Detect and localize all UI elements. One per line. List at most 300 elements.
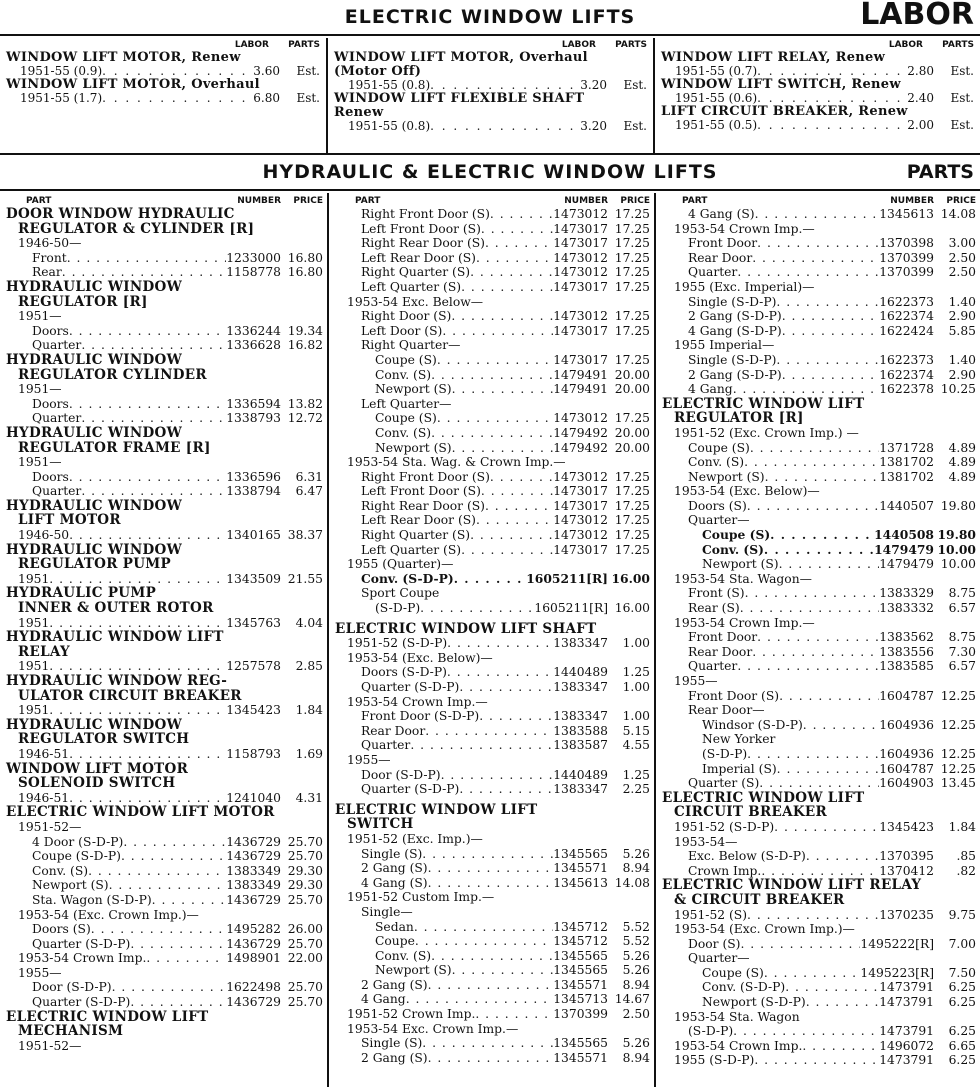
part-row [4, 951, 323, 966]
part-price: 25.70 [287, 849, 323, 864]
part-label: Rear (S) [688, 601, 740, 616]
part-label: Newport (S) [375, 382, 452, 397]
part-price: 6.65 [948, 1038, 976, 1053]
part-row [4, 864, 323, 879]
leader-dots [428, 978, 554, 993]
part-number: 1495282 [226, 922, 281, 937]
part-label: Coupe (S) [688, 440, 750, 455]
part-price: 1.40 [948, 294, 976, 309]
part-row [333, 949, 650, 964]
page-title: ELECTRIC WINDOW LIFTS [344, 6, 636, 28]
part-number: 1383347 [553, 782, 608, 797]
part-price: 20.00 [614, 367, 650, 382]
part-row [660, 382, 976, 397]
part-label: Doors [32, 396, 69, 411]
part-row [333, 353, 650, 368]
part-price: 19.34 [287, 323, 323, 338]
part-price: 22.00 [287, 951, 323, 966]
part-row [660, 995, 976, 1010]
part-row [333, 484, 650, 499]
part-row [660, 222, 976, 237]
part-label: Front Door [688, 236, 758, 251]
leader-dots [752, 251, 879, 266]
part-label: Coupe [375, 934, 415, 949]
part-number: 1604936 [879, 746, 934, 761]
labor-years: 1951-55 (0.9) [20, 64, 103, 78]
part-row [333, 236, 650, 251]
leader-dots [476, 513, 553, 528]
part-number: 1345423 [226, 703, 281, 718]
leader-dots [750, 441, 879, 456]
part-price: .82 [956, 863, 976, 878]
leader-dots [422, 1036, 553, 1051]
part-label: Quarter [32, 338, 82, 353]
part-price: 17.25 [614, 528, 650, 543]
part-label: Conv. (S-D-P) [361, 570, 454, 586]
part-row [4, 980, 323, 995]
labor-column-header: LABOR PARTS [234, 40, 320, 50]
part-number: 1345565 [553, 963, 608, 978]
part-label: Coupe (S) [702, 527, 771, 543]
section-heading: LIFT MOTOR [18, 512, 121, 529]
part-label: Door (S) [688, 936, 741, 951]
part-row [4, 995, 323, 1010]
leader-dots [91, 922, 226, 937]
part-number: 1622498 [226, 980, 281, 995]
leader-dots [420, 601, 534, 616]
part-price: 2.50 [948, 250, 976, 265]
part-price: 2.85 [295, 659, 323, 674]
part-label: 1955 (Exc. Imperial)— [674, 279, 815, 294]
part-price: 38.37 [287, 528, 323, 543]
part-number: 1345613 [879, 207, 934, 221]
part-row [333, 207, 650, 222]
part-number: 1604936 [879, 717, 934, 732]
part-label: 1953-54 (Exc. Crown Imp.)— [674, 922, 855, 937]
part-label: Windsor (S-D-P) [702, 717, 803, 732]
part-number: 1370399 [879, 250, 934, 265]
leader-dots [69, 324, 226, 339]
part-number: 1257578 [226, 659, 281, 674]
part-number: 1473017 [553, 498, 608, 513]
part-row [660, 1024, 976, 1039]
estimate-label: Est. [623, 119, 647, 133]
part-header: PART [26, 196, 52, 206]
estimate-label: Est. [296, 91, 320, 105]
part-number: 1440489 [553, 665, 608, 680]
part-row [333, 978, 650, 993]
part-price: 16.80 [287, 250, 323, 265]
part-row [333, 455, 650, 470]
part-price: 8.94 [622, 861, 650, 876]
part-label: 1953-54 Sta. Wagon— [674, 571, 812, 586]
part-label: 1953-54 Crown Imp. [18, 951, 147, 966]
leader-dots [62, 265, 226, 280]
part-label: 1953-54 Crown Imp.— [347, 694, 488, 709]
part-label: Rear Door [688, 644, 753, 659]
labor-item-title: WINDOW LIFT MOTOR, Renew [6, 50, 241, 65]
part-row [4, 893, 323, 908]
leader-dots [112, 980, 227, 995]
part-label: Front Door (S) [688, 688, 780, 703]
part-price: 5.52 [622, 934, 650, 949]
part-label: Exc. Below (S-D-P) [688, 849, 806, 864]
part-price: 10.00 [937, 541, 976, 557]
part-price: 12.25 [940, 746, 976, 761]
section-heading: REGULATOR & CYLINDER [R] [18, 220, 255, 237]
part-label: Quarter (S-D-P) [32, 936, 131, 951]
part-number: 1383332 [879, 601, 934, 616]
part-row [4, 324, 323, 339]
part-number: 1479491 [553, 367, 608, 382]
part-price: 2.90 [948, 367, 976, 382]
part-price: 14.08 [940, 207, 976, 221]
part-price: 17.25 [614, 207, 650, 221]
parts-column [0, 193, 327, 1087]
labor-years: 1951-55 (1.7) [20, 91, 103, 105]
part-row [333, 368, 650, 383]
part-label: Imperial (S) [702, 761, 777, 776]
leader-dots [49, 572, 226, 587]
part-price: 17.25 [614, 542, 650, 557]
leader-dots [785, 980, 879, 995]
part-row [333, 1051, 650, 1066]
section-heading: SOLENOID SWITCH [18, 775, 176, 792]
leader-dots [410, 738, 553, 753]
part-label: Single (S) [361, 1036, 423, 1051]
part-number: 1440489 [553, 767, 608, 782]
part-label: Sedan [375, 919, 414, 934]
leader-dots [431, 949, 553, 964]
part-price: 1.25 [622, 665, 650, 680]
part-price: 1.84 [948, 819, 976, 834]
part-price: 7.30 [948, 644, 976, 659]
part-number: 1604787 [879, 761, 934, 776]
part-label: Right Front Door (S) [361, 469, 490, 484]
labor-item-line [334, 120, 647, 133]
part-price: 2.90 [948, 309, 976, 324]
part-price: 4.55 [622, 738, 650, 753]
part-label: Right Front Door (S) [361, 207, 490, 221]
part-label: 1946-50 [18, 528, 70, 543]
part-row [660, 951, 976, 966]
part-row [333, 338, 650, 353]
part-price: 5.52 [622, 919, 650, 934]
part-number: 1479492 [553, 425, 608, 440]
part-label: 1953-54 Exc. Below— [347, 294, 484, 309]
part-row [4, 820, 323, 835]
leader-dots [479, 709, 553, 724]
leader-dots [806, 995, 880, 1010]
part-row [333, 543, 650, 558]
part-number: 1495222[R] [860, 936, 934, 951]
part-number: 1473012 [553, 513, 608, 528]
leader-dots [406, 992, 554, 1007]
part-label: 2 Gang (S) [361, 977, 428, 992]
part-row [4, 470, 323, 485]
part-price: 6.25 [948, 1024, 976, 1039]
part-number: 1605211[R] [534, 601, 608, 616]
leader-dots [485, 236, 553, 251]
part-number: 1473012 [553, 265, 608, 280]
part-price: 5.26 [622, 948, 650, 963]
part-price: 4.89 [948, 469, 976, 484]
part-label: 1955— [674, 674, 718, 688]
part-row [660, 353, 976, 368]
part-label: 1953-54— [674, 834, 738, 849]
leader-dots [747, 908, 879, 923]
leader-dots [740, 601, 880, 616]
part-number: 1158778 [226, 265, 281, 280]
section-heading: HYDRAULIC WINDOW [6, 497, 183, 514]
part-row [660, 499, 976, 514]
part-row [333, 890, 650, 905]
part-row [660, 586, 976, 601]
part-header: PART [355, 196, 381, 206]
part-price: 13.82 [287, 396, 323, 411]
leader-dots [770, 528, 874, 543]
part-row [4, 747, 323, 762]
part-number: 1336628 [226, 338, 281, 353]
part-number: 1345712 [553, 934, 608, 949]
part-row [660, 864, 976, 879]
part-number: 1381702 [879, 455, 934, 470]
part-number: 1383588 [553, 723, 608, 738]
part-label: Rear Door [361, 723, 426, 738]
part-label: Door (S-D-P) [361, 767, 441, 782]
part-price: 25.70 [287, 980, 323, 995]
part-label: Left Front Door (S) [361, 221, 481, 236]
part-number: 1345571 [553, 1050, 608, 1065]
part-number: 1383329 [879, 586, 934, 601]
part-price: 29.30 [287, 878, 323, 893]
leader-dots [461, 280, 553, 295]
part-label: Single (S) [361, 846, 423, 861]
section-heading: ELECTRIC WINDOW LIFT [662, 789, 865, 806]
leader-dots [69, 791, 226, 806]
part-row [660, 601, 976, 616]
section-heading: HYDRAULIC WINDOW [6, 424, 183, 441]
section-heading: HYDRAULIC WINDOW LIFT [6, 629, 224, 646]
part-label: Right Door (S) [361, 309, 452, 324]
section-heading: REGULATOR CYLINDER [18, 366, 207, 383]
leader-dots [102, 92, 246, 105]
estimate-label: Est. [950, 118, 974, 132]
part-row [660, 368, 976, 383]
part-row [333, 441, 650, 456]
part-price: 21.55 [287, 571, 323, 586]
leader-dots [490, 207, 553, 222]
part-number: 1436729 [226, 834, 281, 849]
part-price: 5.26 [622, 963, 650, 978]
part-price: 5.26 [622, 1036, 650, 1051]
part-price: 4.89 [948, 455, 976, 470]
leader-dots [776, 353, 879, 368]
labor-item-line [6, 92, 320, 105]
part-number: 1440508 [874, 527, 934, 543]
part-row [333, 324, 650, 339]
part-price: 12.25 [940, 717, 976, 732]
part-label: 1951-52 (Exc. Imp.)— [347, 831, 483, 846]
part-number: 1622373 [879, 352, 934, 367]
leader-dots [121, 849, 226, 864]
section-heading: ELECTRIC WINDOW LIFT SHAFT [335, 620, 597, 637]
part-number: 1345712 [553, 919, 608, 934]
leader-dots [757, 630, 879, 645]
leader-dots [431, 426, 553, 441]
part-row [4, 835, 323, 850]
part-row [660, 265, 976, 280]
header-label: LABOR [860, 0, 974, 32]
part-number: 1338793 [226, 411, 281, 426]
labor-value: 3.20 [580, 78, 607, 92]
part-price: 2.25 [622, 782, 650, 797]
part-price: 2.50 [948, 265, 976, 280]
part-number: 1479492 [553, 440, 608, 455]
part-label: Left Rear Door (S) [361, 250, 476, 265]
part-price: 16.00 [611, 570, 650, 586]
leader-dots [428, 861, 554, 876]
part-price: 6.47 [295, 484, 323, 499]
labor-item-title: (Motor Off) [334, 64, 422, 79]
part-label: 2 Gang (S) [361, 861, 428, 876]
part-number: 1473017 [553, 221, 608, 236]
part-price: 25.70 [287, 834, 323, 849]
part-price: 17.25 [614, 411, 650, 426]
part-label: Conv. (S-D-P) [702, 980, 786, 995]
part-row [660, 513, 976, 528]
part-number: 1479491 [553, 382, 608, 397]
leader-dots [764, 543, 874, 558]
part-label: 1946-50— [18, 236, 82, 251]
part-label: Left Door (S) [361, 323, 443, 338]
part-label: Quarter (S-D-P) [361, 680, 460, 694]
section-heading: HYDRAULIC WINDOW REG- [6, 673, 228, 689]
part-row [333, 963, 650, 978]
section-heading: HYDRAULIC WINDOW [6, 541, 183, 558]
section-heading: HYDRAULIC WINDOW [6, 716, 183, 733]
part-row [333, 1036, 650, 1051]
labor-item-title: WINDOW LIFT MOTOR, Overhaul [334, 50, 588, 65]
section-title: HYDRAULIC & ELECTRIC WINDOW LIFTS [262, 161, 718, 183]
part-label: Conv. (S) [702, 541, 764, 557]
part-price: 10.00 [940, 557, 976, 572]
section-heading: RELAY [18, 643, 70, 660]
part-price: 25.70 [287, 936, 323, 951]
leader-dots [744, 455, 879, 470]
part-row [660, 908, 976, 923]
part-row [333, 636, 650, 651]
part-label: Coupe (S-D-P) [32, 849, 121, 864]
part-number: 1495223[R] [860, 965, 934, 980]
part-label: 1953-54 Sta. Wagon [674, 1009, 800, 1024]
part-number: 1345423 [879, 819, 934, 834]
part-row [333, 709, 650, 724]
part-row [333, 513, 650, 528]
part-row [333, 1007, 650, 1022]
leader-dots [441, 768, 554, 783]
part-number: 1473017 [553, 323, 608, 338]
part-row [660, 835, 976, 850]
part-row [333, 280, 650, 295]
part-row [660, 922, 976, 937]
part-row [660, 1039, 976, 1054]
part-price: 7.00 [948, 936, 976, 951]
part-label: 1953-54 (Exc. Below)— [347, 650, 493, 665]
part-label: Single (S-D-P) [688, 294, 777, 309]
part-row [4, 338, 323, 353]
part-price: 8.94 [622, 977, 650, 992]
part-label: 1953-54 Crown Imp.— [674, 615, 815, 630]
part-row [660, 470, 976, 485]
part-row [660, 528, 976, 543]
leader-dots [757, 236, 879, 251]
part-number: 1345571 [553, 861, 608, 876]
section-heading: ELECTRIC WINDOW LIFT [662, 395, 865, 412]
part-price: 14.08 [614, 875, 650, 890]
part-label: Front Door (S-D-P) [361, 709, 480, 724]
leader-dots [69, 747, 226, 762]
part-label: 1951— [18, 455, 62, 470]
estimate-label: Est. [296, 64, 320, 78]
leader-dots [437, 353, 553, 368]
part-row [660, 441, 976, 456]
part-label: Right Quarter (S) [361, 528, 471, 543]
part-number: 1383347 [553, 709, 608, 724]
part-label: Newport (S) [688, 469, 765, 484]
page-header [0, 0, 980, 36]
part-header: PART [682, 196, 708, 206]
section-heading: REGULATOR [R] [674, 410, 804, 427]
leader-dots [69, 397, 226, 412]
part-number: 1383585 [879, 659, 934, 674]
part-label: Single— [361, 904, 413, 919]
part-label: Doors (S) [688, 498, 747, 513]
part-label: 2 Gang (S) [361, 1050, 428, 1065]
leader-dots [88, 864, 226, 879]
part-price: 17.25 [614, 484, 650, 499]
leader-dots [67, 251, 227, 266]
part-label: Left Front Door (S) [361, 484, 481, 499]
part-label: 1951 [18, 615, 50, 630]
part-row [660, 309, 976, 324]
part-row [660, 849, 976, 864]
labor-item [6, 78, 320, 105]
part-price: 17.25 [614, 236, 650, 251]
leader-dots [782, 324, 880, 339]
part-row [660, 295, 976, 310]
part-row [4, 937, 323, 952]
part-price: 1.00 [622, 680, 650, 694]
labor-years: 1951-55 (0.8) [348, 119, 431, 133]
part-row [333, 499, 650, 514]
part-number: 1473012 [553, 309, 608, 324]
part-number: 1383562 [879, 630, 934, 645]
part-label: Doors [32, 323, 69, 338]
leader-dots [747, 499, 879, 514]
part-price: .85 [956, 849, 976, 864]
part-row [4, 703, 323, 718]
part-number: 1473017 [553, 352, 608, 367]
part-row [333, 557, 650, 572]
part-row [660, 747, 976, 762]
part-label: Left Rear Door (S) [361, 513, 476, 528]
part-row [333, 651, 650, 666]
part-row [660, 703, 976, 718]
part-row [333, 992, 650, 1007]
part-row [660, 324, 976, 339]
part-row [660, 820, 976, 835]
